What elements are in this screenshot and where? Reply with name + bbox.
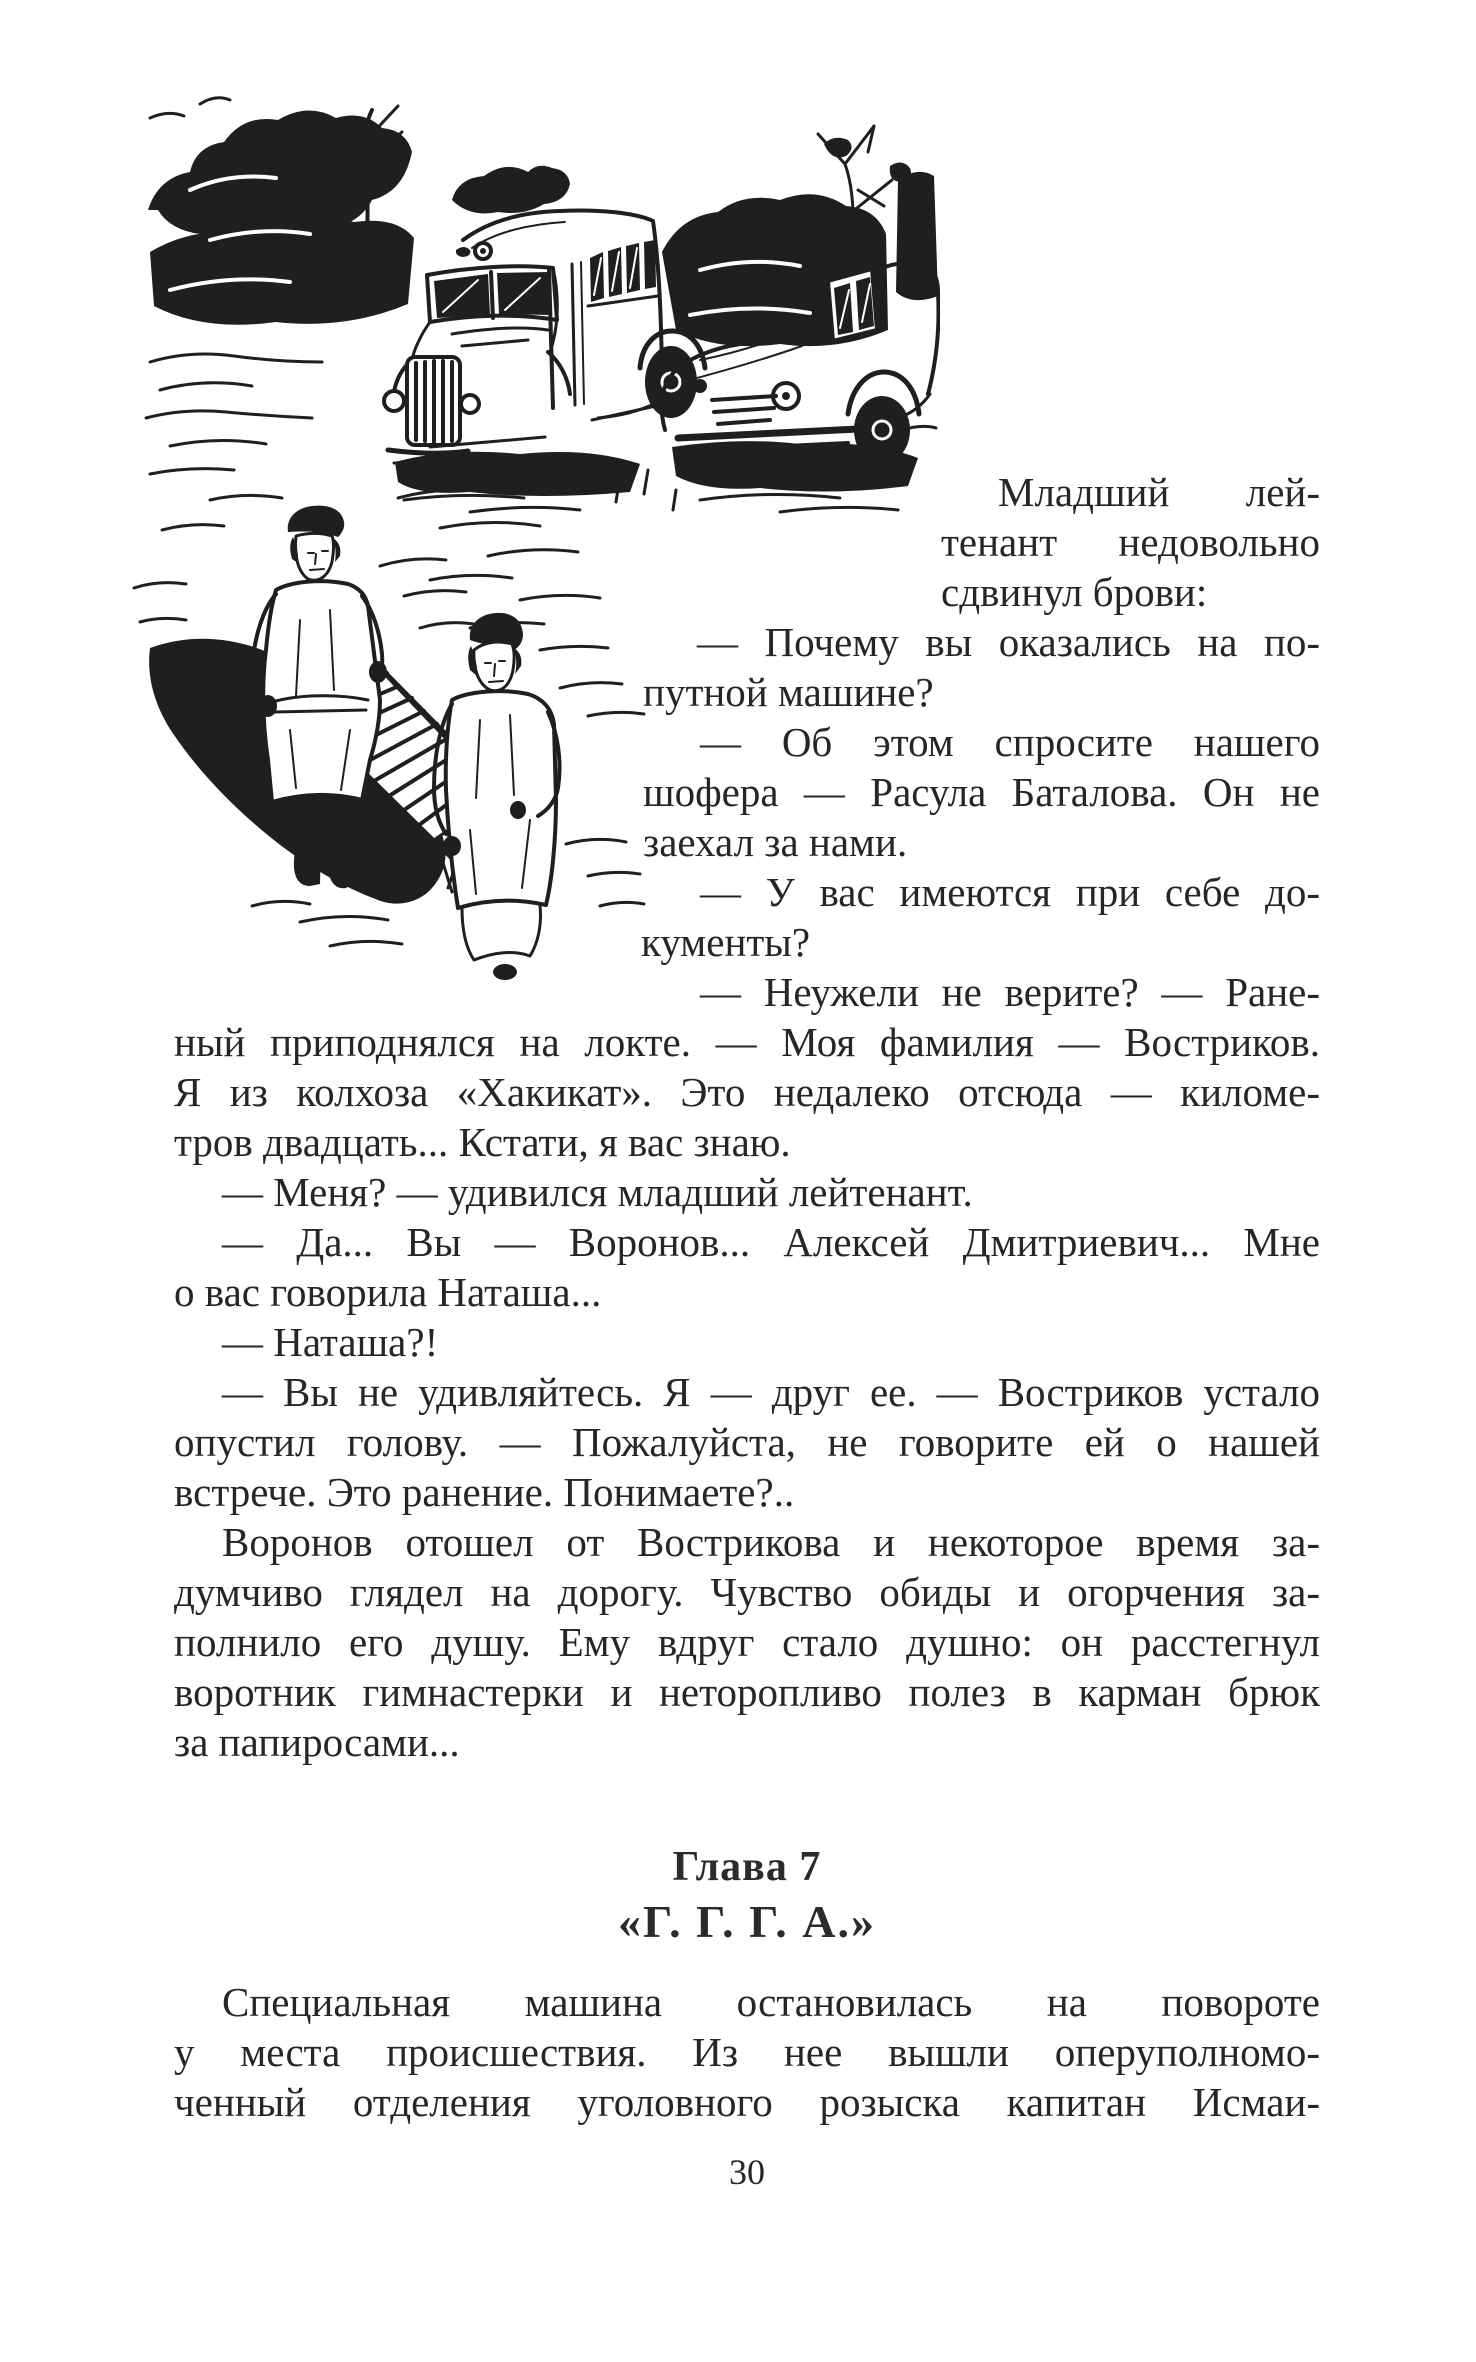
body-text-line: встрече. Это ранение. Понимаете?..	[174, 1469, 795, 1515]
body-text-line: Воронов отошел от Вострикова и некоторое время за-	[222, 1519, 1320, 1565]
chapter-paragraph-line: ченный отделения уголовного розыска капитан Исмаи-	[174, 2079, 1320, 2125]
wrapped-text-line: кументы?	[641, 919, 811, 965]
body-text	[174, 1017, 1320, 1767]
body-text-line: опустил голову. — Пожалуйста, не говорите ей о нашей	[174, 1419, 1320, 1465]
wrapped-text-line: — Об этом спросите нашего	[700, 719, 1320, 765]
chapter-paragraph	[174, 1977, 1320, 2127]
page-number: 30	[729, 2152, 765, 2192]
wrapped-text-line: путной машине?	[643, 669, 934, 715]
body-text-line: за папиросами...	[174, 1719, 460, 1765]
body-text-line: Я из колхоза «Хакикат». Это недалеко отсюда — киломе-	[174, 1069, 1320, 1115]
chapter-paragraph-line: Специальная машина остановилась на повороте	[222, 1979, 1320, 2025]
chapter-paragraph-line: у места происшествия. Из нее вышли оперуполномо-	[174, 2029, 1320, 2075]
body-text-line: ный приподнялся на локте. — Моя фамилия — Востриков.	[174, 1019, 1320, 1065]
wrapped-text-line: — У вас имеются при себе до-	[700, 869, 1320, 915]
body-text-line: — Да... Вы — Воронов... Алексей Дмитриевич... Мне	[222, 1219, 1320, 1265]
body-text-line: воротник гимнастерки и неторопливо полез в карман брюк	[174, 1669, 1320, 1715]
body-text-line: о вас говорила Наташа...	[174, 1269, 602, 1315]
wrapped-text-line: — Почему вы оказались на по-	[697, 619, 1320, 665]
chapter-number-heading: Глава 7	[672, 1844, 822, 1890]
foliage-tufts	[452, 166, 570, 214]
wrapped-text-line: — Неужели не верите? — Ране-	[700, 969, 1320, 1015]
wrapped-text-line: шофера — Расула Баталова. Он не	[643, 769, 1320, 815]
wrapped-text-line: сдвинул брови:	[941, 569, 1208, 615]
body-text-line: полнило его душу. Ему вдруг стало душно: он расстегнул	[174, 1619, 1320, 1665]
front-bearer	[434, 613, 560, 980]
body-text-line: тров двадцать... Кстати, я вас знаю.	[174, 1119, 791, 1165]
chapter-title-heading: «Г. Г. Г. А.»	[618, 1896, 876, 1947]
body-text-line: — Меня? — удивился младший лейтенант.	[222, 1169, 973, 1215]
foliage-right	[662, 172, 938, 346]
wrapped-text-line: Младший лей-	[998, 469, 1320, 515]
body-text-line: — Наташа?!	[222, 1319, 439, 1365]
wrapped-text-line: тенант недовольно	[941, 519, 1320, 565]
body-text-line: думчиво глядел на дорогу. Чувство обиды и огорчения за-	[174, 1569, 1320, 1615]
wrapped-text-line: заехал за нами.	[643, 819, 908, 865]
ambulance-van	[384, 210, 705, 512]
body-text-line: — Вы не удивляйтесь. Я — друг ее. — Востриков устало	[222, 1369, 1320, 1415]
